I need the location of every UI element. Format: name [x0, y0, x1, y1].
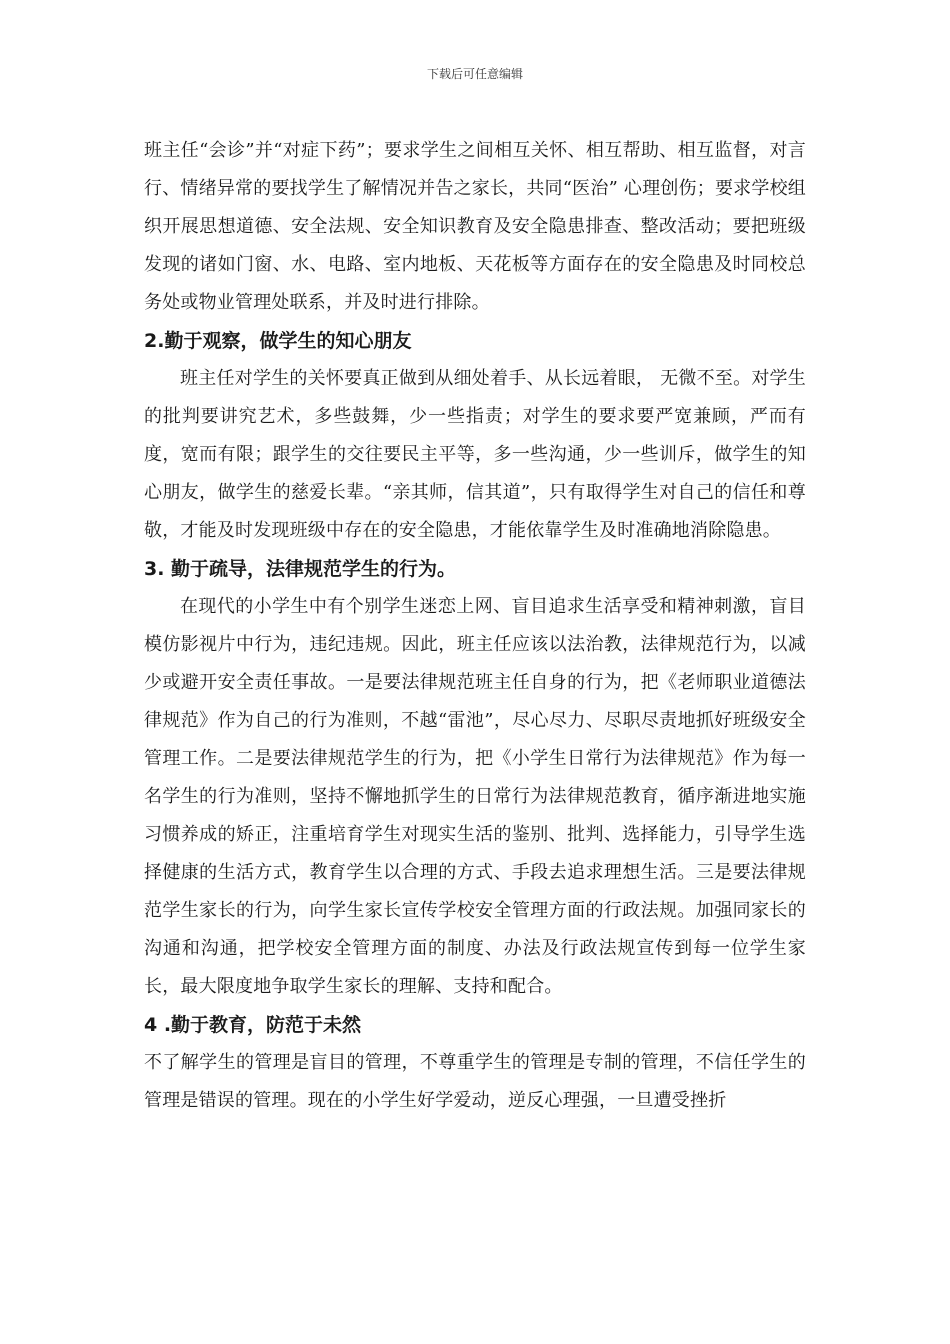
section-heading-2: 2.勤于观察，做学生的知心朋友	[144, 330, 412, 352]
section-heading-4: 4 .勤于教育，防范于未然	[144, 1014, 362, 1036]
document-body	[144, 132, 806, 1120]
paragraph-observe: 班主任对学生的关怀要真正做到从细处着手、从长远着眼， 无微不至。对学生的批判要讲究艺术，多些鼓舞，少一些指责；对学生的要求要严宽兼顾，严而有度，宽而有限；跟学生的交往要民主平等，多一些沟通，少一些训斥，做学生的知心朋友，做学生的慈爱长辈。“亲其师，信其道”，只有取得学生对自己的信任和尊敬，才能及时发现班级中存在的安全隐患，才能依靠学生及时准确地消除隐患。	[144, 368, 806, 541]
section-heading-3: 3. 勤于疏导，法律规范学生的行为。	[144, 558, 457, 580]
paragraph-continuation: 班主任“会诊”并“对症下药”；要求学生之间相互关怀、相互帮助、相互监督，对言行、情绪异常的要找学生了解情况并告之家长，共同“医治” 心理创伤；要求学校组织开展思想道德、安全法规、安全知识教育及安全隐患排查、整改活动；要把班级发现的诸如门窗、水、电路、室内地板、天花板等方面存在的安全隐患及时同校总务处或物业管理处联系，并及时进行排除。	[144, 140, 806, 313]
paragraph-guidance: 在现代的小学生中有个别学生迷恋上网、盲目追求生活享受和精神刺激，盲目模仿影视片中行为，违纪违规。因此，班主任应该以法治教，法律规范行为，以减少或避开安全责任事故。一是要法律规范班主任自身的行为，把《老师职业道德法律规范》作为自己的行为准则，不越“雷池”，尽心尽力、尽职尽责地抓好班级安全管理工作。二是要法律规范学生的行为，把《小学生日常行为法律规范》作为每一名学生的行为准则，坚持不懈地抓学生的日常行为法律规范教育，循序渐进地实施习惯养成的矫正，注重培育学生对现实生活的鉴别、批判、选择能力，引导学生选择健康的生活方式，教育学生以合理的方式、手段去追求理想生活。三是要法律规范学生家长的行为，向学生家长宣传学校安全管理方面的行政法规。加强同家长的沟通和沟通，把学校安全管理方面的制度、办法及行政法规宣传到每一位学生家长，最大限度地争取学生家长的理解、支持和配合。	[144, 596, 806, 997]
paragraph-education: 不了解学生的管理是盲目的管理，不尊重学生的管理是专制的管理，不信任学生的管理是错误的管理。现在的小学生好学爱动，逆反心理强，一旦遭受挫折	[144, 1052, 806, 1111]
page-header: 下载后可任意编辑	[426, 67, 523, 81]
